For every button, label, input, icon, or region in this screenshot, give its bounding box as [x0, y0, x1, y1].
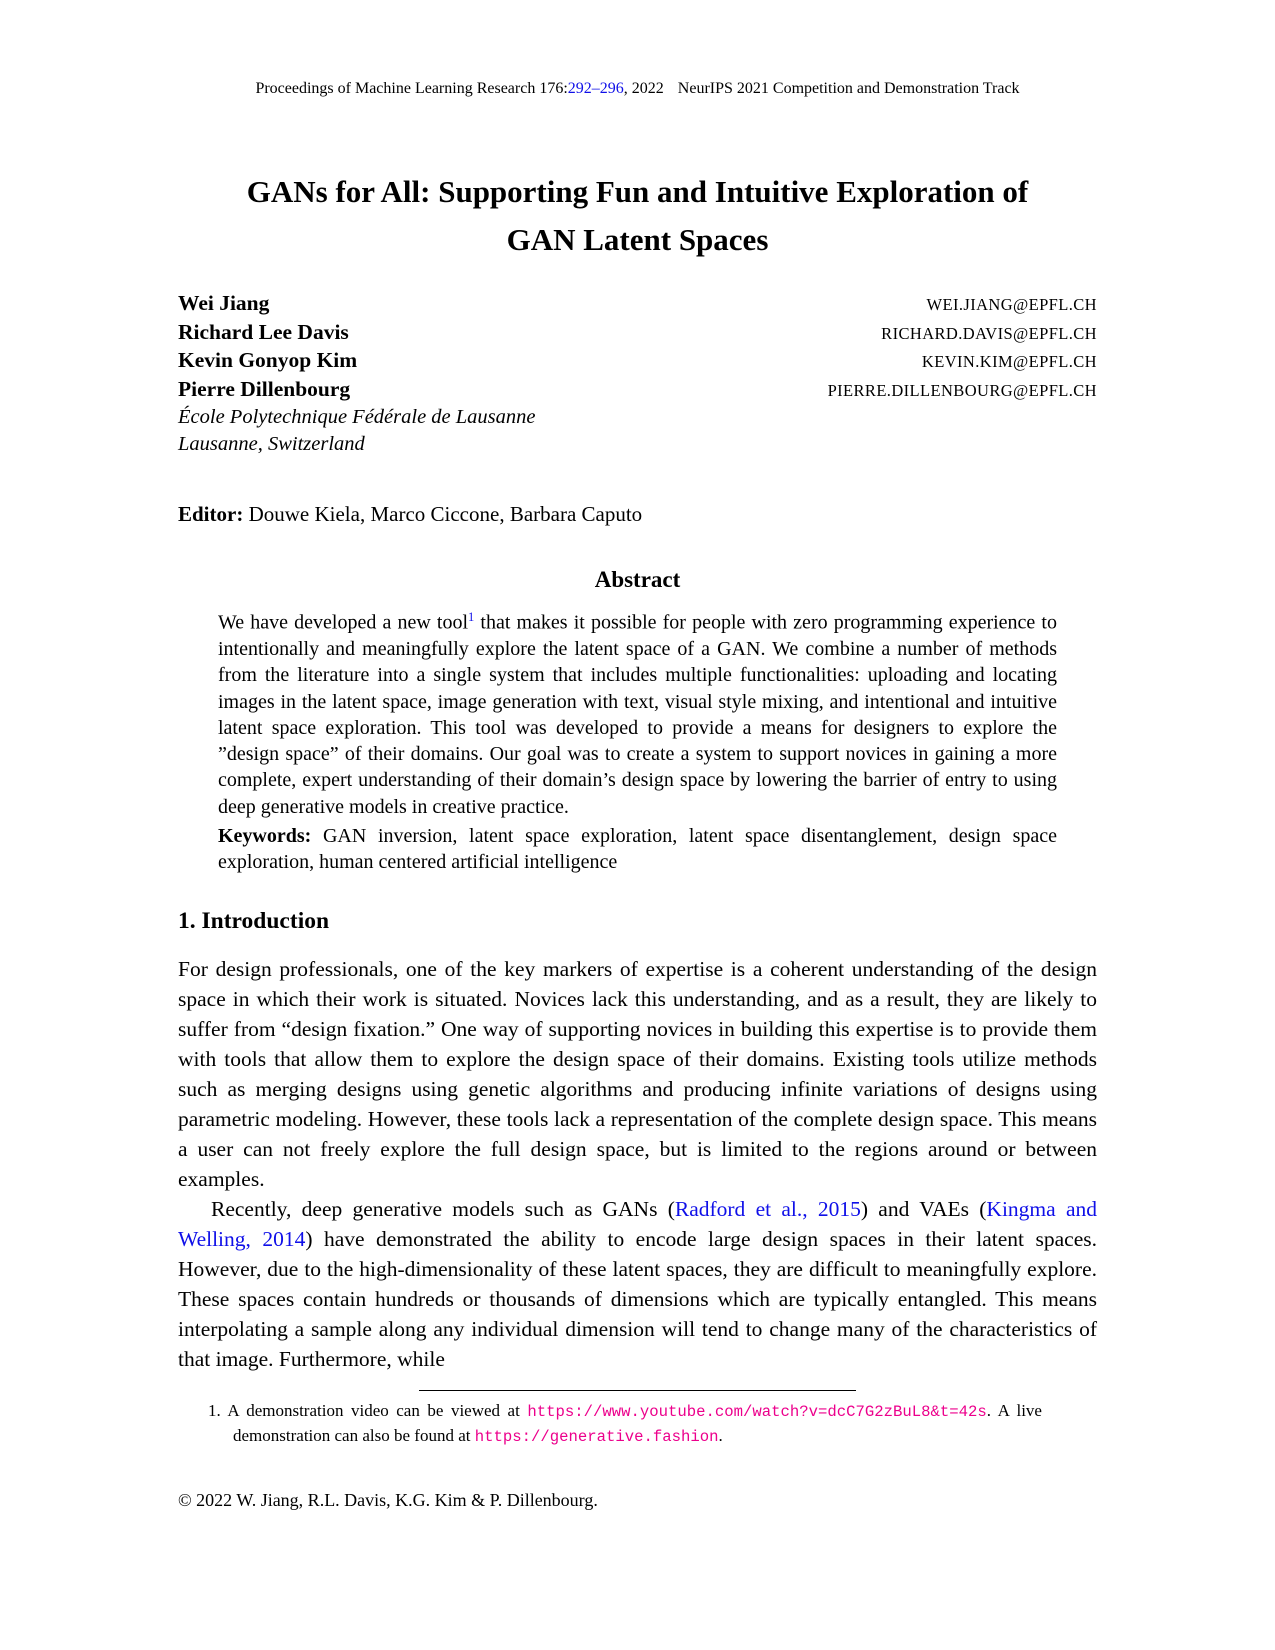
footnote-text: . A live demonstration can also be found at: [233, 1401, 1042, 1446]
paper-title-line-1: GANs for All: Supporting Fun and Intuitive Exploration of: [246, 174, 1029, 209]
affiliation: [178, 404, 1097, 458]
intro-paragraph-1: For design professionals, one of the key markers of expertise is a coherent understanding of the design space in which their work is situated. Novices lack this understanding, and as a result, they are likely to suffer from “design fixation.” One way of supporting novices in building this expertise is to provide them with tools that allow them to explore the design space of their domains. Existing tools utilize methods such as merging designs using genetic algorithms and producing infinite variations of designs using parametric modeling. However, these tools lack a representation of the complete design space. This means a user can not freely explore the full design space, but is limited to the regions around or between examples.: [178, 957, 1097, 1192]
paper-title: [178, 168, 1097, 264]
author-name: Richard Lee Davis: [178, 319, 349, 344]
page-range-link[interactable]: 292–296: [567, 80, 624, 97]
author-email: RICHARD.DAVIS@EPFL.CH: [881, 323, 1097, 343]
author-email: KEVIN.KIM@EPFL.CH: [921, 352, 1097, 371]
keywords-text: GAN inversion, latent space exploration, latent space disentanglement, design space exploration, human centered artificial intelligence: [218, 825, 1057, 874]
youtube-url-link[interactable]: https://www.youtube.com/watch?v=dcC7G2zBuL8&t=42s: [527, 1403, 987, 1422]
paper-title-line-2: GAN Latent Spaces: [506, 222, 769, 257]
section-heading-introduction: 1. Introduction: [178, 907, 330, 934]
author-row: [178, 319, 1097, 348]
author-name: Wei Jiang: [178, 291, 270, 315]
author-name: Pierre Dillenbourg: [178, 376, 351, 401]
affiliation-institution: École Polytechnique Fédérale de Lausanne: [178, 406, 536, 428]
footnote-1: [178, 1399, 1042, 1449]
author-row: [178, 376, 1097, 405]
editor-names: Douwe Kiela, Marco Ciccone, Barbara Caputo: [243, 502, 643, 526]
footnote-number: 1.: [208, 1401, 221, 1421]
page-content: [178, 0, 1097, 1449]
author-row: [178, 347, 1097, 376]
paragraph-text: ) and VAEs (: [860, 1197, 987, 1222]
abstract-text: We have developed a new tool: [218, 611, 469, 634]
author-name: Kevin Gonyop Kim: [178, 348, 358, 372]
editor-line: [178, 502, 1097, 527]
keywords-label: Keywords:: [218, 825, 312, 848]
editor-label: Editor:: [178, 502, 244, 526]
author-email: WEI.JIANG@EPFL.CH: [926, 295, 1097, 314]
authors-block: [178, 290, 1097, 458]
journal-header: [178, 0, 1097, 98]
intro-paragraph-2: [178, 1194, 1097, 1374]
paragraph-text: ) have demonstrated the ability to encode large design spaces in their latent spaces. However, due to the high-dimensionality of these latent spaces, they are difficult to meaningfully explore. These spaces contain hundreds or thousands of dimensions which are typically entangled. This means interpolating a sample along any individual dimension will tend to change many of the characteristics of that image. Furthermore, while: [178, 1227, 1097, 1372]
copyright-notice: © 2022 W. Jiang, R.L. Davis, K.G. Kim & P. Dillenbourg.: [178, 1490, 598, 1510]
demo-url-link[interactable]: https://generative.fashion: [474, 1428, 719, 1447]
footnote-marker-link[interactable]: 1: [468, 610, 475, 624]
footnote-rule: [419, 1390, 856, 1391]
citation-link-kingma-2014[interactable]: Kingma and Welling, 2014: [178, 1197, 1097, 1252]
affiliation-city: Lausanne, Switzerland: [178, 433, 365, 455]
journal-header-year: , 2022: [623, 80, 664, 97]
abstract-heading: Abstract: [594, 567, 681, 592]
abstract-paragraph: [178, 603, 1097, 820]
keywords-paragraph: [178, 823, 1097, 876]
author-email: PIERRE.DILLENBOURG@EPFL.CH: [827, 380, 1097, 400]
footnote-text: A demonstration video can be viewed at: [220, 1401, 528, 1421]
citation-link-radford-2015[interactable]: Radford et al., 2015: [674, 1197, 861, 1222]
conference-track-label: NeurIPS 2021 Competition and Demonstration Track: [677, 80, 1020, 97]
footnote-text: .: [718, 1426, 723, 1446]
author-row: [178, 290, 1097, 319]
abstract-text: that makes it possible for people with zero programming experience to intentionally and meaningfully explore the latent space of a GAN. We combine a number of methods from the literature into a single system that includes multiple functionalities: uploading and locating images in the latent space, image generation with text, visual style mixing, and intentional and intuitive latent space exploration. This tool was developed to provide a means for designers to explore the ”design space” of their domains. Our goal was to create a system to support novices in gaining a more complete, expert understanding of their domain’s design space by lowering the barrier of entry to using deep generative models in creative practice.: [218, 611, 1057, 818]
paragraph-text: Recently, deep generative models such as GANs (: [211, 1197, 675, 1222]
journal-header-text: Proceedings of Machine Learning Research 176:: [255, 80, 568, 97]
